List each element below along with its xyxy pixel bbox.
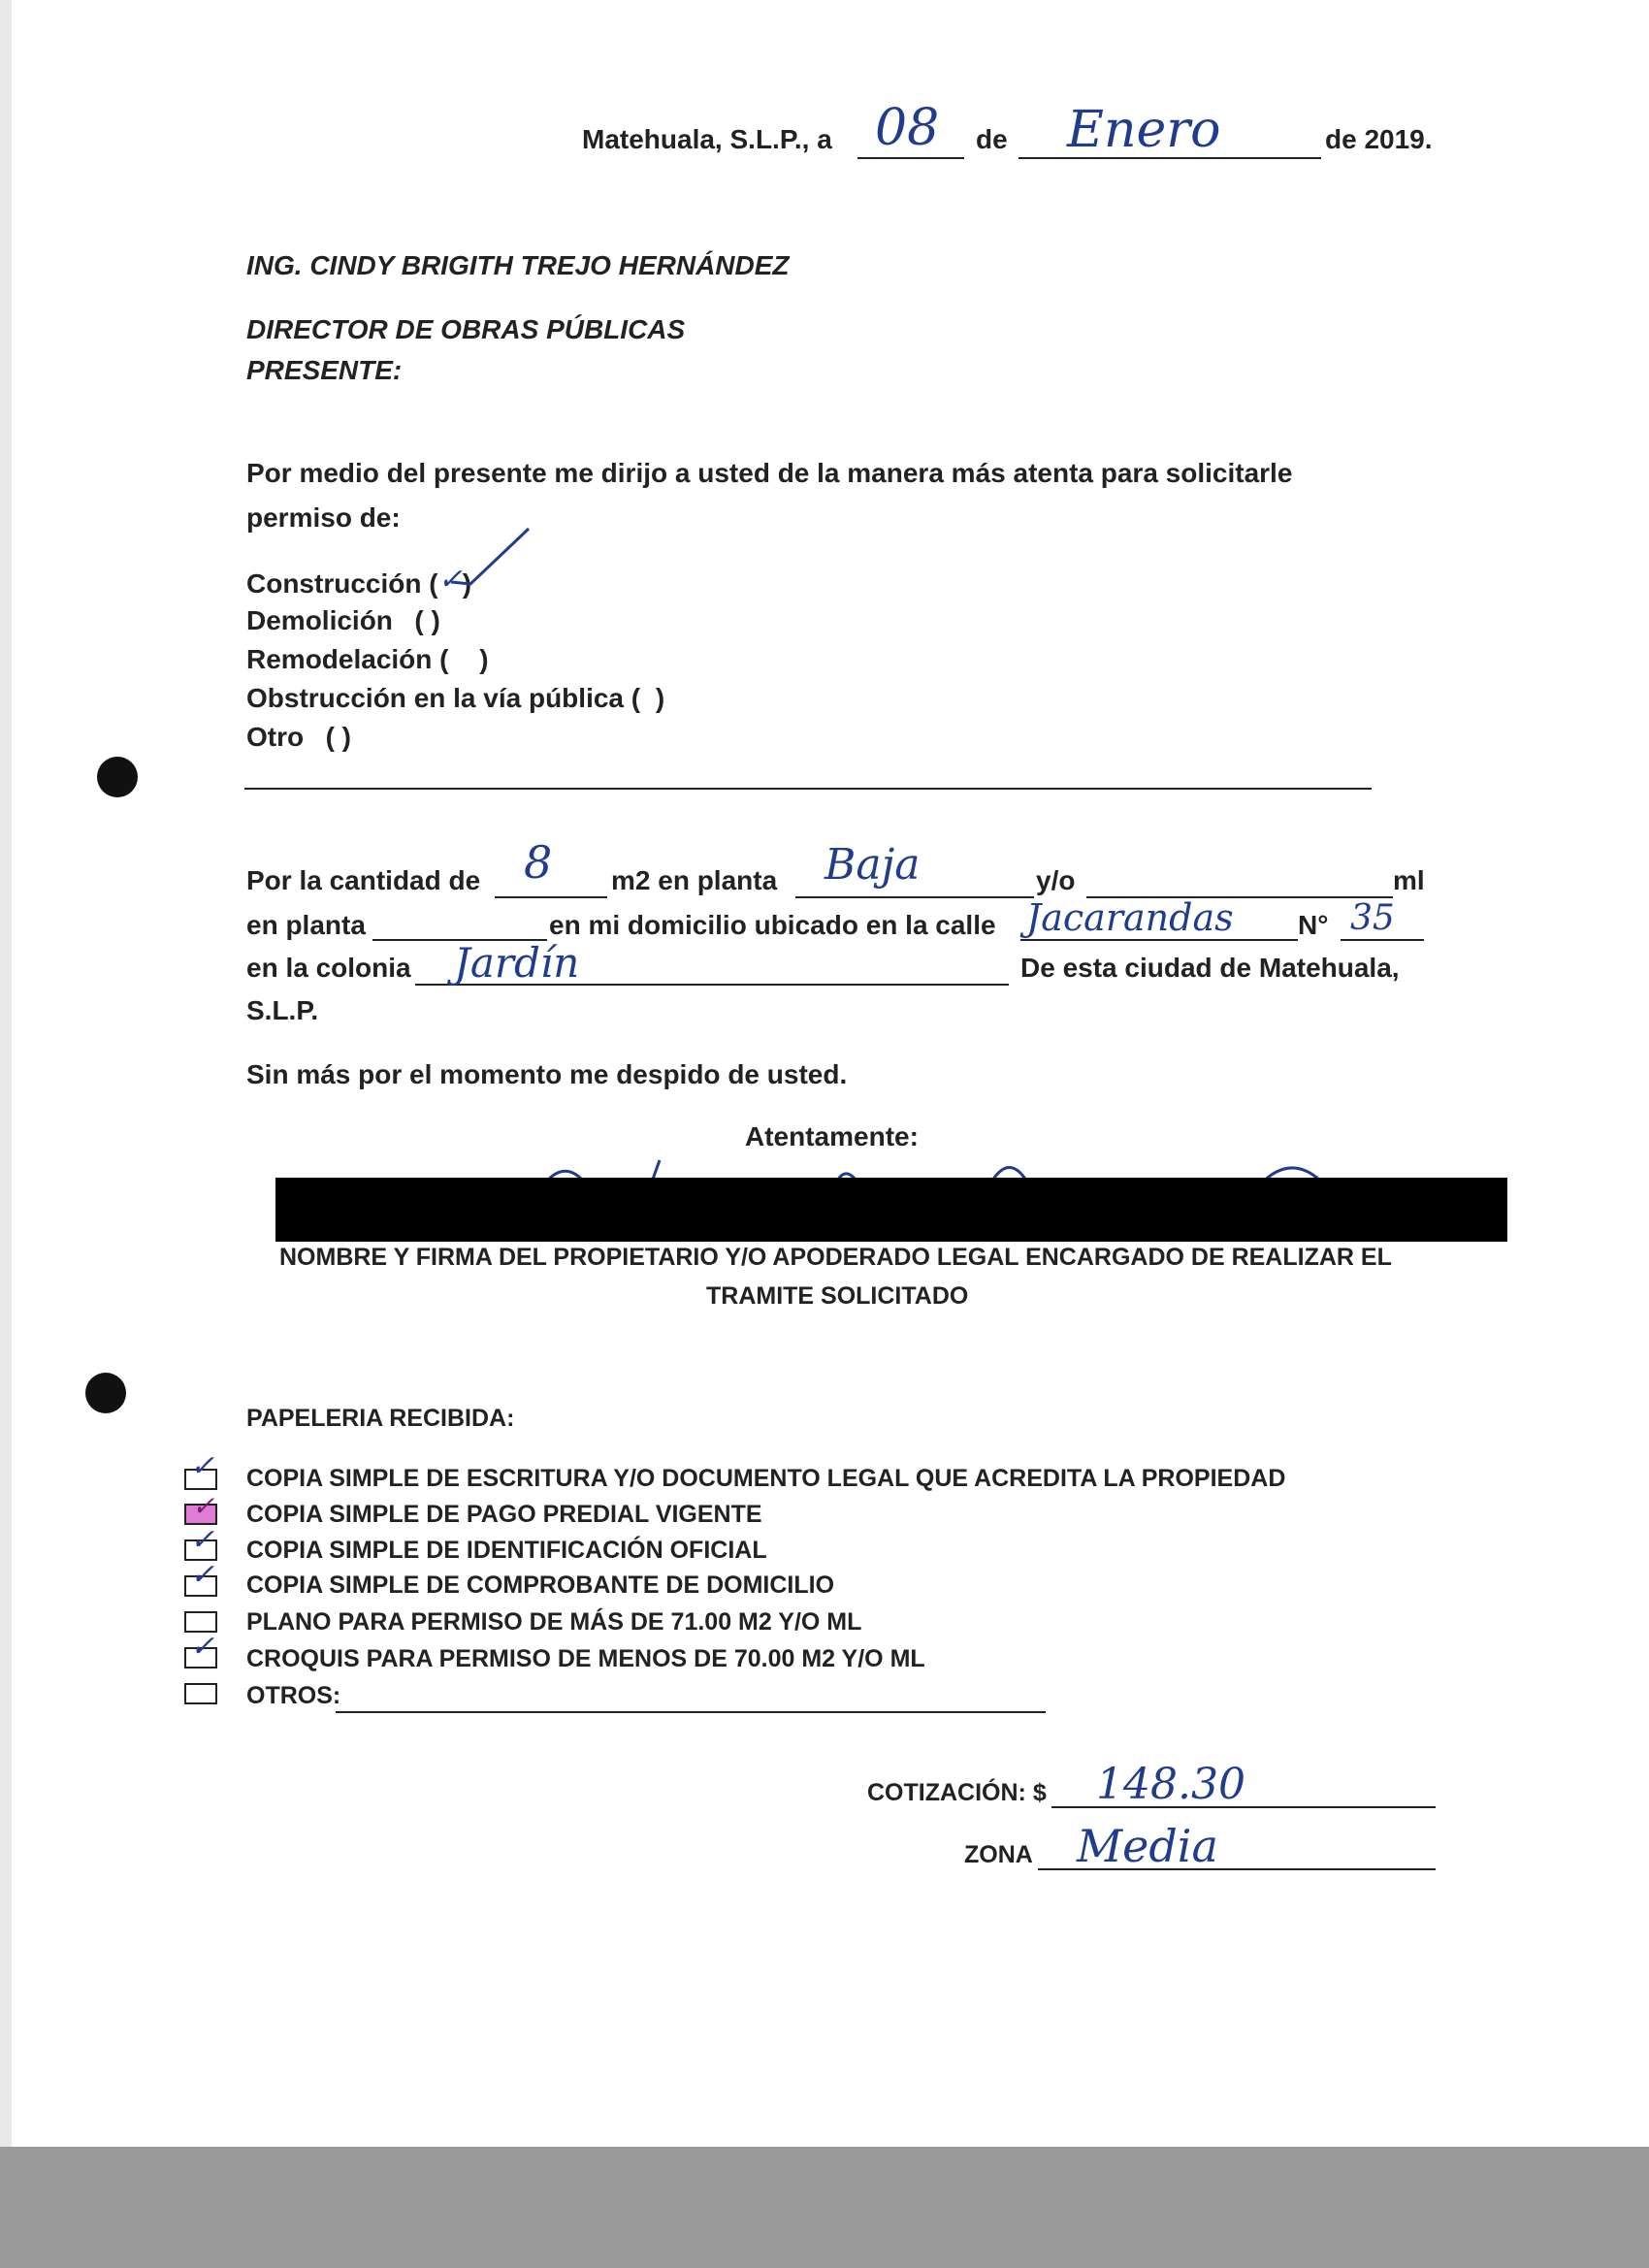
addressee-presente: PRESENTE: <box>246 355 403 385</box>
date-day: 08 <box>875 99 940 157</box>
option-label: Obstrucción en la vía pública ( <box>246 683 641 713</box>
checkbox-otros[interactable] <box>184 1683 217 1704</box>
addressee-title: DIRECTOR DE OBRAS PÚBLICAS <box>246 314 686 344</box>
option-close: ) <box>471 644 489 674</box>
date-de: de <box>976 124 1008 154</box>
otros-blank-line <box>336 1711 1046 1713</box>
m2-planta-label: m2 en planta <box>611 865 778 895</box>
amount-value: 8 <box>524 836 553 889</box>
addressee-name: ING. CINDY BRIGITH TREJO HERNÁNDEZ <box>246 250 790 280</box>
numero-value: 35 <box>1350 898 1395 938</box>
check-mark-icon: ✓ <box>437 563 463 597</box>
en-planta-label: en planta <box>246 910 366 940</box>
planta-value: Baja <box>824 840 921 890</box>
option-label: Otro <box>246 722 305 752</box>
papeleria-item: CROQUIS PARA PERMISO DE MENOS DE 70.00 M2 Y/O ML <box>246 1645 925 1672</box>
option-otro <box>246 722 351 753</box>
scan-left-edge <box>0 0 12 2147</box>
papeleria-item: COPIA SIMPLE DE COMPROBANTE DE DOMICILIO <box>246 1571 835 1599</box>
handwritten-check-stroke-icon <box>446 524 534 592</box>
intro-line-1: Por medio del presente me dirijo a usted de la manera más atenta para solicitarle <box>246 458 1293 488</box>
ciudad-label: De esta ciudad de Matehuala, <box>1020 953 1400 983</box>
zona-label: ZONA <box>964 1841 1033 1868</box>
check-mark-icon: ✓ <box>192 1490 215 1522</box>
option-demolicion <box>246 605 440 636</box>
papeleria-item: COPIA SIMPLE DE ESCRITURA Y/O DOCUMENTO LEGAL QUE ACREDITA LA PROPIEDAD <box>246 1465 1286 1492</box>
street-value: Jacarandas <box>1026 896 1234 939</box>
papeleria-item: COPIA SIMPLE DE PAGO PREDIAL VIGENTE <box>246 1501 762 1528</box>
atentamente-label: Atentamente: <box>745 1121 919 1151</box>
farewell-text: Sin más por el momento me despido de usted. <box>246 1059 848 1089</box>
colonia-label: en la colonia <box>246 953 411 983</box>
check-mark-icon: ✓ <box>190 1449 215 1483</box>
check-mark-icon: ✓ <box>190 1558 215 1592</box>
otro-blank-line <box>244 788 1372 790</box>
slp-label: S.L.P. <box>246 995 319 1025</box>
date-year: de 2019. <box>1325 124 1433 154</box>
papeleria-item: OTROS: <box>246 1682 341 1709</box>
cotizacion-value: 148.30 <box>1096 1760 1245 1809</box>
option-label: Demolición <box>246 605 393 635</box>
date-month: Enero <box>1067 101 1221 159</box>
check-mark-icon: ✓ <box>190 1630 215 1664</box>
yo-label: y/o <box>1036 865 1076 895</box>
city-prefix: Matehuala, S.L.P., a <box>582 124 832 154</box>
option-obstruccion <box>246 683 664 714</box>
papeleria-heading: PAPELERIA RECIBIDA: <box>246 1405 515 1432</box>
punch-hole <box>85 1373 126 1413</box>
papeleria-item: PLANO PARA PERMISO DE MÁS DE 71.00 M2 Y/O ML <box>246 1608 862 1636</box>
option-label: Construcción ( <box>246 568 438 599</box>
por-cantidad-label: Por la cantidad de <box>246 865 481 895</box>
scan-bottom-strip <box>0 2147 1649 2268</box>
option-close: ) <box>462 568 472 599</box>
punch-hole <box>97 757 138 797</box>
zona-value: Media <box>1077 1820 1218 1872</box>
check-mark-icon: ✓ <box>190 1523 215 1557</box>
option-construccion <box>246 563 472 600</box>
signature-caption-2: TRAMITE SOLICITADO <box>706 1282 969 1310</box>
domicilio-label: en mi domicilio ubicado en la calle <box>549 910 996 940</box>
papeleria-item: COPIA SIMPLE DE IDENTIFICACIÓN OFICIAL <box>246 1537 767 1564</box>
colonia-value: Jardín <box>454 939 580 987</box>
cotizacion-label: COTIZACIÓN: $ <box>867 1779 1047 1806</box>
intro-line-2: permiso de: <box>246 502 401 533</box>
ml-label: ml <box>1393 865 1425 895</box>
signature-caption-1: NOMBRE Y FIRMA DEL PROPIETARIO Y/O APODERADO LEGAL ENCARGADO DE REALIZAR EL <box>279 1244 1392 1271</box>
numero-label: N° <box>1298 910 1329 940</box>
option-close: ( ) <box>414 605 440 635</box>
option-remodelacion <box>246 644 489 675</box>
option-close: ) <box>648 683 665 713</box>
redacted-signature-block <box>275 1178 1507 1242</box>
option-close: ( ) <box>325 722 351 752</box>
option-label: Remodelación ( <box>246 644 449 674</box>
